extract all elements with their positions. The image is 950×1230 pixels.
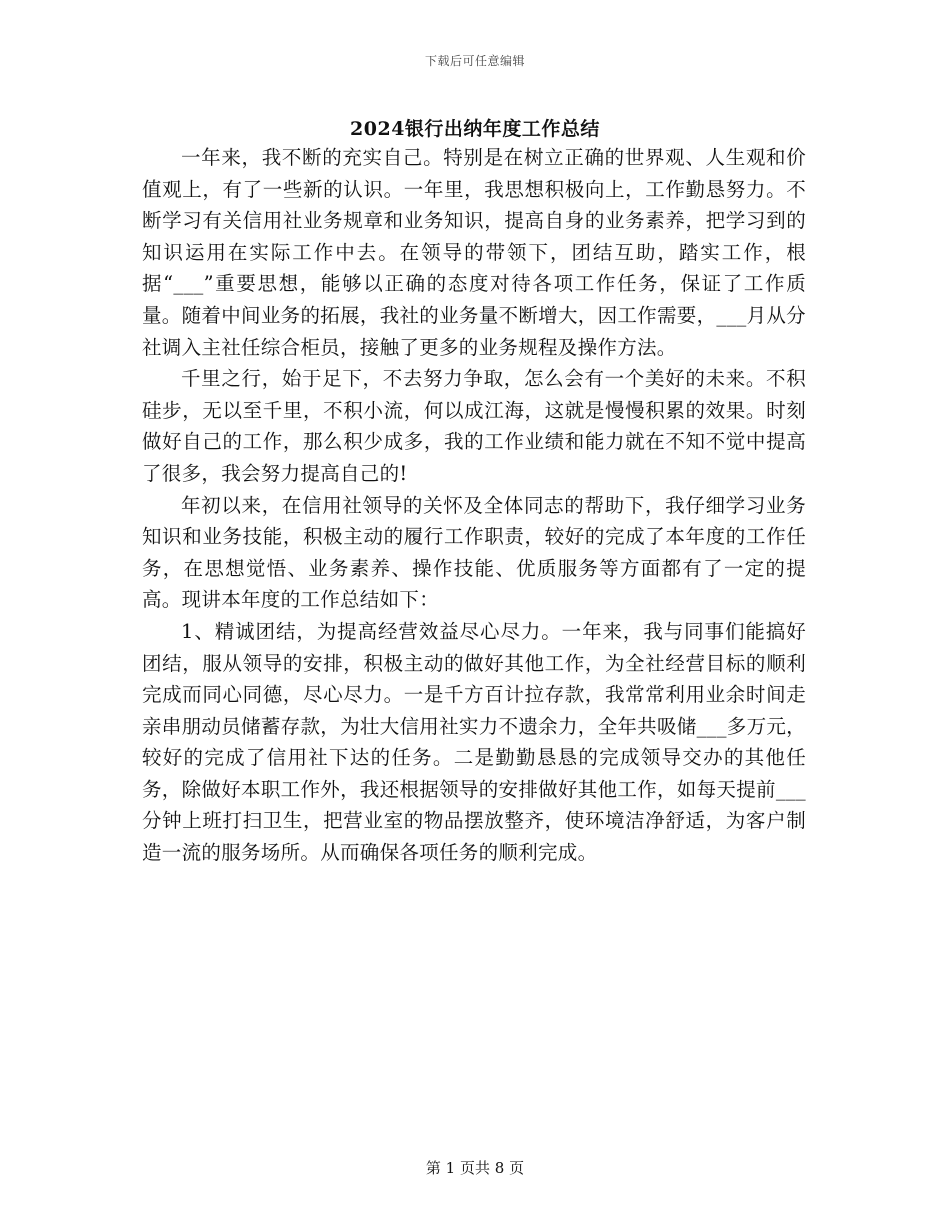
paragraph: 一年来，我不断的充实自己。特别是在树立正确的世界观、人生观和价值观上，有了一些新的认识。一年里，我思想积极向上，工作勤恳努力。不断学习有关信用社业务规章和业务知识，提高自身的业务素养，把学习到的知识运用在实际工作中去。在领导的带领下，团结互助，踏实工作，根据“___”重要思想，能够以正确的态度对待各项工作任务，保证了工作质量。随着中间业务的拓展，我社的业务量不断增大，因工作需要，___月从分社调入主社任综合柜员，接触了更多的业务规程及操作方法。 [142, 146, 806, 359]
paragraph: 年初以来，在信用社领导的关怀及全体同志的帮助下，我仔细学习业务知识和业务技能，积极主动的履行工作职责，较好的完成了本年度的工作任务，在思想觉悟、业务素养、操作技能、优质服务等方面都有了一定的提高。现讲本年度的工作总结如下： [142, 493, 806, 612]
page-number: 第 1 页共 8 页 [425, 1159, 525, 1177]
paragraph: 千里之行，始于足下，不去努力争取，怎么会有一个美好的未来。不积硅步，无以至千里，不积小流，何以成江海，这就是慢慢积累的效果。时刻做好自己的工作，那么积少成多，我的工作业绩和能力就在不知不觉中提高了很多，我会努力提高自己的! [142, 367, 806, 485]
document-title: 2024银行出纳年度工作总结 [350, 118, 600, 140]
header-note: 下载后可任意编辑 [424, 54, 525, 68]
paragraph: 1、精诚团结，为提高经营效益尽心尽力。一年来，我与同事们能搞好团结，服从领导的安排，积极主动的做好其他工作，为全社经营目标的顺利完成而同心同德，尽心尽力。一是千方百计拉存款，我常常利用业余时间走亲串朋动员储蓄存款，为壮大信用社实力不遗余力，全年共吸储___多万元，较好的完成了信用社下达的任务。二是勤勤恳恳的完成领导交办的其他任务，除做好本职工作外，我还根据领导的安排做好其他工作，如每天提前___分钟上班打扫卫生，把营业室的物品摆放整齐，使环境洁净舒适，为客户制造一流的服务场所。从而确保各项任务的顺利完成。 [142, 619, 806, 865]
document-body [142, 142, 806, 869]
